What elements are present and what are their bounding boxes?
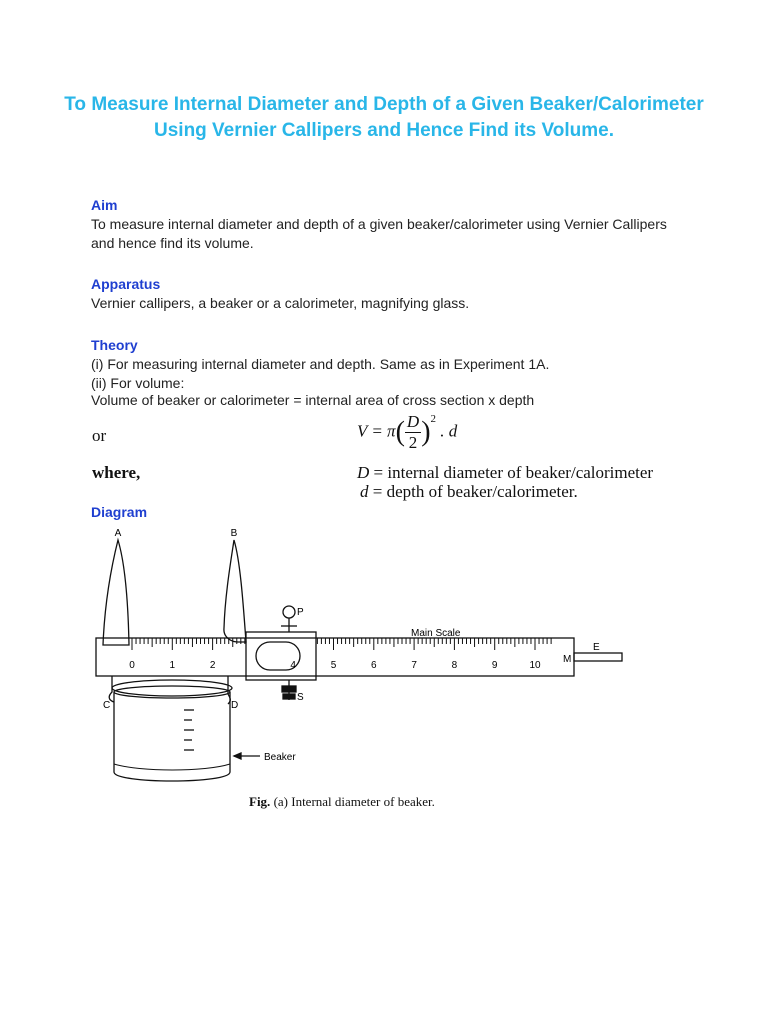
label-beaker: Beaker — [264, 752, 296, 763]
where-label: where, — [92, 463, 141, 482]
caption-text: (a) Internal diameter of beaker. — [273, 794, 435, 809]
scale-number: 1 — [169, 660, 176, 671]
page-title: To Measure Internal Diameter and Depth of a Given Beaker/Calorimeter Using Vernier Callipers and Hence Find its Volume. — [64, 94, 704, 141]
apparatus-heading: Apparatus — [91, 276, 161, 292]
label-p: P — [297, 607, 304, 618]
depth-rod-e — [574, 653, 622, 661]
definition-depth — [360, 482, 578, 502]
theory-line-1: (i) For measuring internal diameter and depth. Same as in Experiment 1A. — [91, 356, 550, 372]
figure-caption — [249, 794, 435, 810]
aim-text: To measure internal diameter and depth of a given beaker/calorimeter using Vernier Callipers and hence find its volume. — [91, 216, 667, 251]
theory-heading: Theory — [91, 337, 138, 353]
formula-tail: . d — [440, 421, 458, 441]
diagram-heading: Diagram — [91, 504, 148, 520]
formula-numerator: D — [406, 412, 420, 431]
def1-text: = internal diameter of beaker/calorimeter — [369, 463, 654, 482]
scale-number: 5 — [330, 660, 337, 671]
def1-symbol: D — [357, 463, 370, 482]
scale-number: 7 — [411, 660, 417, 671]
scale-number: 2 — [209, 660, 216, 671]
formula-denominator: 2 — [408, 433, 418, 452]
scale-number: 10 — [529, 660, 541, 671]
label-a: A — [114, 528, 122, 539]
lower-jaw-c — [109, 676, 114, 702]
formula-fraction — [405, 412, 421, 453]
label-m: M — [563, 654, 572, 665]
scale-number: 9 — [491, 660, 498, 671]
or-label: or — [92, 426, 107, 445]
vernier-callipers-diagram — [0, 520, 768, 820]
theory-line-2: (ii) For volume: — [91, 375, 185, 391]
scale-number: 0 — [129, 660, 135, 671]
scale-number: 6 — [371, 660, 377, 671]
label-s: S — [297, 692, 304, 703]
screw-p-head — [283, 606, 295, 618]
scale-number: 8 — [451, 660, 458, 671]
caption-fig-label: Fig. — [249, 794, 271, 809]
label-main-scale: Main Scale — [411, 628, 461, 639]
def2-symbol: d — [360, 482, 369, 501]
volume-formula: V = π( $\frac{D}{2}$ )$^2$ . d — [357, 412, 458, 452]
label-e: E — [593, 642, 600, 653]
definition-diameter — [357, 463, 653, 483]
label-d: D — [231, 700, 239, 711]
scale-number: 4 — [290, 660, 296, 671]
apparatus-text: Vernier callipers, a beaker or a calorimeter, magnifying glass. — [91, 295, 470, 311]
def2-text: = depth of beaker/calorimeter. — [368, 482, 578, 501]
theory-line-3: Volume of beaker or calorimeter = internal area of cross section x depth — [91, 392, 535, 408]
jaw-a — [103, 540, 129, 645]
formula-lhs: V = π — [357, 421, 396, 441]
label-b: B — [230, 528, 238, 539]
formula-exponent: 2 — [430, 412, 437, 425]
jaw-b — [224, 540, 246, 642]
aim-heading: Aim — [91, 197, 118, 213]
label-c: C — [103, 700, 111, 711]
